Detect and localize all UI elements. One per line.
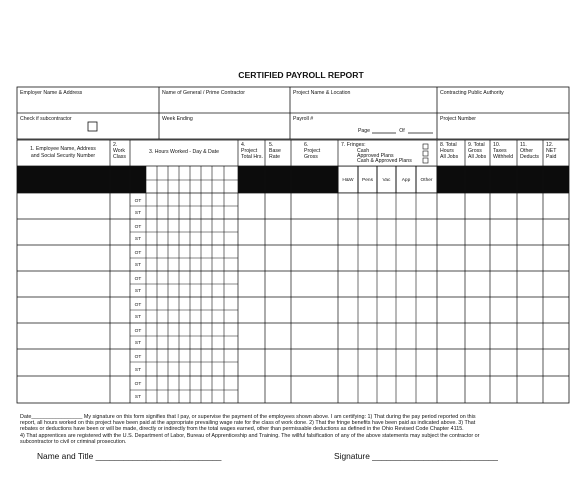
fringe-subcolumns xyxy=(358,166,416,403)
band-name xyxy=(17,166,130,193)
col4-line1: Project xyxy=(241,148,258,154)
certification-line-1: Date_________________ My signature on this form signifies that I pay, or supervise the payment of the employees shown above. I am certifying: 1) That during the pay period reported on this xyxy=(20,414,476,420)
fringe-other: Other xyxy=(420,178,433,183)
col1-label-line2: and Social Security Number xyxy=(30,153,96,159)
certification-text xyxy=(20,414,480,445)
col5-num: 5. xyxy=(269,142,274,148)
row-code: OT xyxy=(134,329,142,334)
name-and-title-line[interactable]: Name and Title ___________________________ xyxy=(37,451,222,461)
row-code: ST xyxy=(134,237,142,242)
col6-num: 6. xyxy=(304,142,309,148)
report-title: CERTIFIED PAYROLL REPORT xyxy=(238,70,364,80)
col4-line2: Total Hrs. xyxy=(241,154,263,160)
col10-line1: Taxes xyxy=(493,148,507,154)
certification-line-3: rebates or deductions have been or will be made, directly or indirectly from the total wages earned, other than permissable deductions as defined in the Ohio Revised Code Chapter 4115. xyxy=(20,426,464,432)
col4-num: 4. xyxy=(241,142,246,148)
row-code: ST xyxy=(134,368,142,373)
col2-line1: Work xyxy=(113,148,126,154)
row-code: OT xyxy=(134,251,142,256)
contracting-authority-label: Contracting Public Authority xyxy=(440,90,504,96)
col9-line2: All Jobs xyxy=(468,154,487,160)
row-code: ST xyxy=(134,341,142,346)
row-code: OT xyxy=(134,303,142,308)
day-grid xyxy=(146,166,238,403)
subcontractor-checkbox[interactable] xyxy=(88,122,97,131)
signature-line[interactable]: Signature ___________________________ xyxy=(334,451,498,461)
certification-line-2: report, all hours worked on this project have been paid at the appropriate prevailing wage rate for the class of work done. 2) That the fringe benefits have been paid as indicated above. 3) That xyxy=(20,420,476,426)
band-deductions xyxy=(437,166,569,193)
project-name-label: Project Name & Location xyxy=(293,90,351,96)
col11-num: 11. xyxy=(520,142,527,148)
fringe-pens: Pens xyxy=(362,178,373,183)
row-code: OT xyxy=(134,277,142,282)
col7-label: 7. Fringes: xyxy=(341,142,366,148)
project-number-label: Project Number xyxy=(440,116,477,122)
row-code: ST xyxy=(134,395,142,400)
col10-num: 10. xyxy=(493,142,501,148)
page-label: Page xyxy=(357,128,371,134)
employer-name-label: Employer Name & Address xyxy=(20,90,83,96)
row-code: OT xyxy=(134,225,142,230)
col3-label: 3. Hours Worked - Day & Date xyxy=(149,149,219,155)
band-code xyxy=(130,166,146,193)
row-code: OT xyxy=(134,199,142,204)
col8-line2: All Jobs xyxy=(440,154,459,160)
row-code: OT xyxy=(134,382,142,387)
fringe-option-both: Cash & Approved Plans xyxy=(357,158,412,164)
col10-line2: Withheld xyxy=(493,154,514,160)
col12-line1: NET xyxy=(546,148,557,154)
fringe-option-cash: Cash xyxy=(357,148,370,154)
general-contractor-label: Name of General / Prime Contractor xyxy=(162,90,246,96)
payroll-number-label: Payroll # xyxy=(293,116,314,122)
week-ending-label: Week Ending xyxy=(162,116,193,122)
col9-line1: Gross xyxy=(468,148,482,154)
col2-line2: Class xyxy=(113,154,126,160)
col6-line2: Gross xyxy=(304,154,318,160)
col9-num: 9. Total xyxy=(468,142,485,148)
col2-num: 2. xyxy=(113,142,118,148)
subcontractor-label: Check if subcontractor xyxy=(20,116,72,122)
payroll-table xyxy=(17,140,569,403)
fringe-hw: H&W xyxy=(342,178,354,183)
row-code: OT xyxy=(134,355,142,360)
fringe-vac: Vac xyxy=(382,178,391,183)
row-code: ST xyxy=(134,263,142,268)
row-code: ST xyxy=(134,289,142,294)
col11-line2: Deducts xyxy=(520,154,540,160)
employee-row-lines xyxy=(17,219,569,376)
col8-num: 8. Total xyxy=(440,142,457,148)
page-of-label: Of xyxy=(399,128,405,134)
black-band xyxy=(17,166,569,193)
fringe-option-approved: Approved Plans xyxy=(357,153,394,159)
fringe-both-checkbox[interactable] xyxy=(423,158,428,163)
col6-line1: Project xyxy=(304,148,321,154)
col8-line1: Hours xyxy=(440,148,454,154)
fringe-approved-checkbox[interactable] xyxy=(423,151,428,156)
fringe-checkboxes xyxy=(423,144,428,163)
certification-line-4: 4) That apprentices are registered with the U.S. Department of Labor, Bureau of Apprenticeship and Training. The willful falsification of any of the above statements may subject the contractor or xyxy=(20,433,480,439)
col5-line1: Base xyxy=(269,148,281,154)
fringe-app: App xyxy=(401,178,411,183)
band-totals xyxy=(238,166,338,193)
fringe-cash-checkbox[interactable] xyxy=(423,144,428,149)
row-code: ST xyxy=(134,211,142,216)
row-code: ST xyxy=(134,315,142,320)
col1-label: 1. Employee Name, Address xyxy=(30,146,96,152)
certification-line-5: subcontractor to civil or criminal prosecution. xyxy=(20,439,127,445)
col12-num: 12. xyxy=(546,142,554,148)
col12-line2: Paid xyxy=(546,154,557,160)
row-codes xyxy=(135,198,142,400)
col5-line2: Rate xyxy=(269,154,280,160)
col11-line1: Other xyxy=(520,148,533,154)
